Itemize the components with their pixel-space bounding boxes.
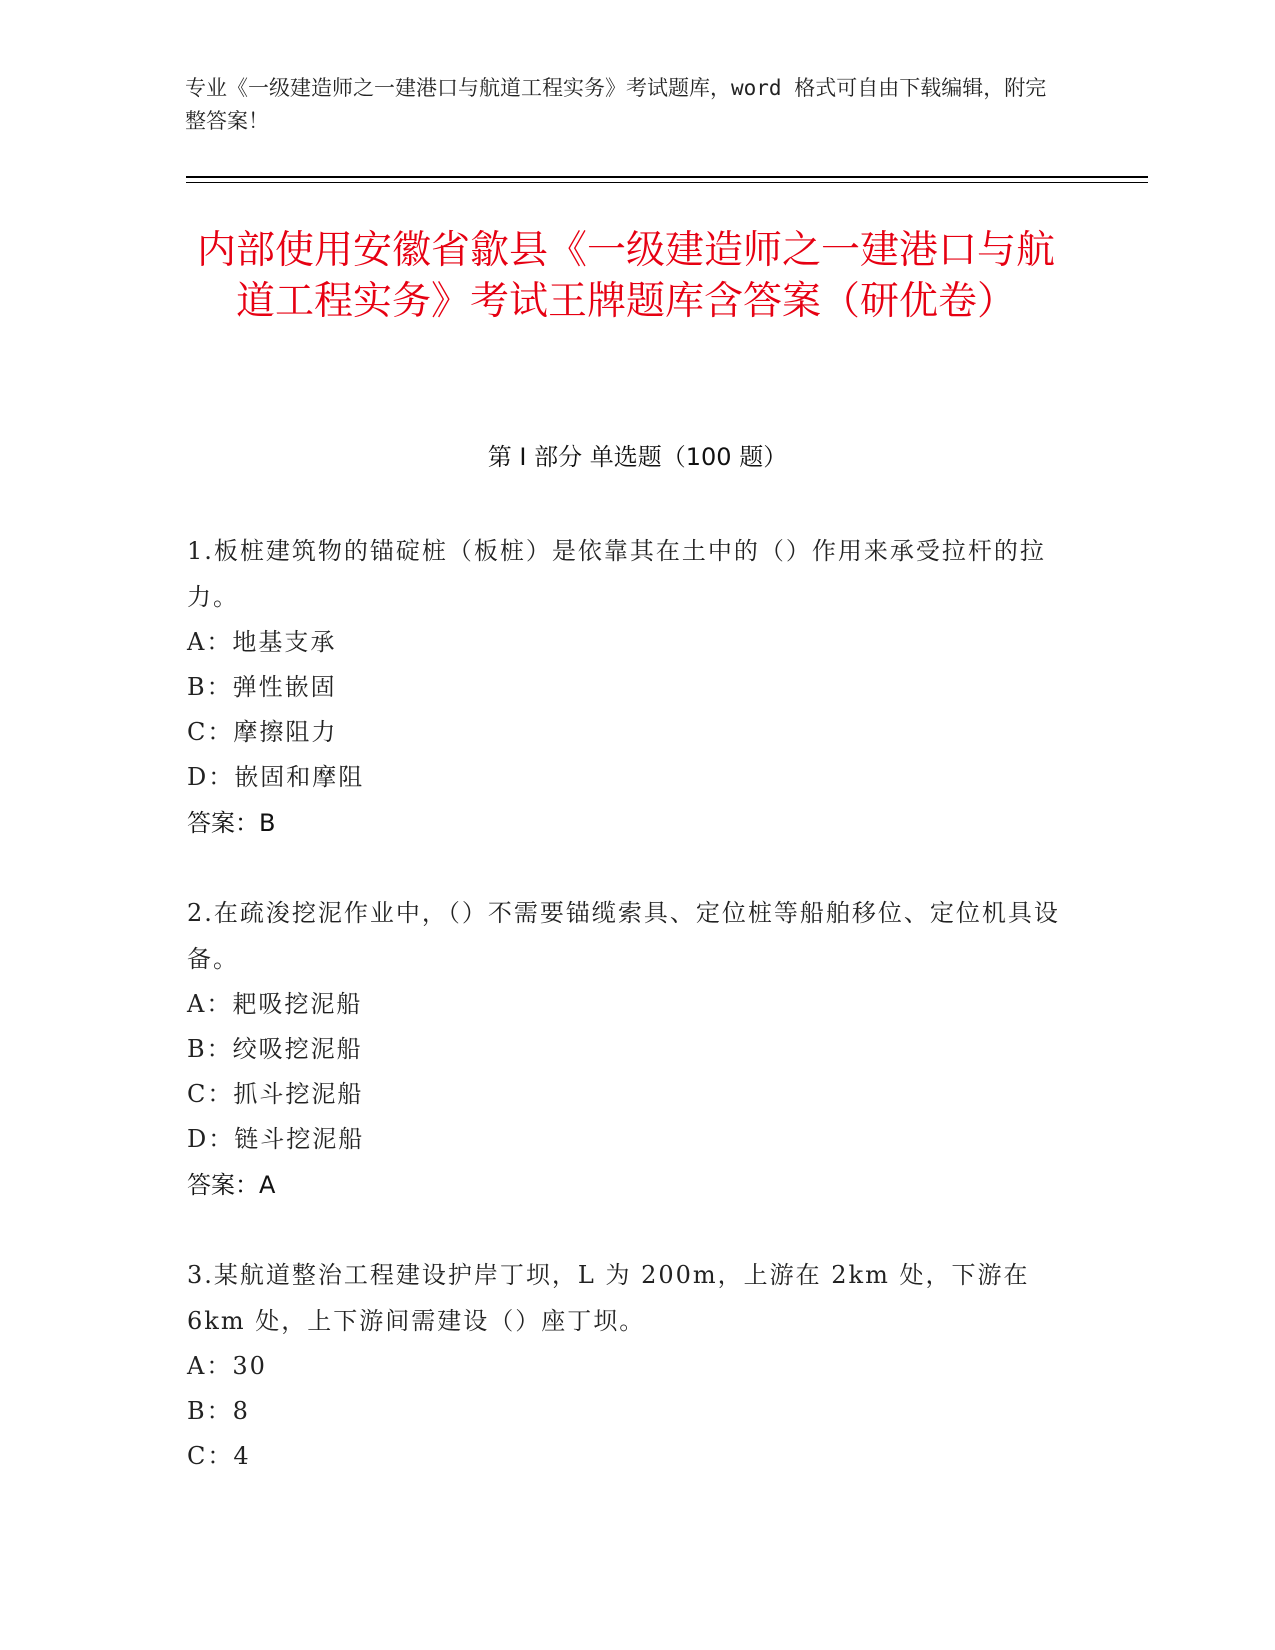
option-a: A：地基支承: [187, 628, 337, 656]
option-b: B：绞吸挖泥船: [187, 1035, 363, 1063]
option-a: A：30: [187, 1352, 267, 1380]
option-b: B：弹性嵌固: [187, 673, 337, 701]
question-1: [187, 528, 1067, 846]
option-d: D：嵌固和摩阻: [187, 763, 365, 791]
question-stem: 3.某航道整治工程建设护岸丁坝，L 为 200m，上游在 2km 处，下游在 6km 处，上下游间需建设（）座丁坝。: [187, 1261, 1030, 1335]
option-b: B：8: [187, 1397, 250, 1425]
option-c: C：抓斗挖泥船: [187, 1080, 364, 1108]
option-c: C：4: [187, 1442, 251, 1470]
question-list: [187, 528, 1067, 1523]
document-title: 内部使用安徽省歙县《一级建造师之一建港口与航道工程实务》考试王牌题库含答案（研优卷）: [196, 228, 1055, 324]
option-c: C：摩擦阻力: [187, 718, 338, 746]
header-note: 专业《一级建造师之一建港口与航道工程实务》考试题库，word 格式可自由下载编辑，附完整答案！: [185, 76, 1047, 133]
header-divider-thick: [186, 176, 1148, 178]
option-a: A：耙吸挖泥船: [187, 990, 363, 1018]
question-stem: 1.板桩建筑物的锚碇桩（板桩）是依靠其在土中的（）作用来承受拉杆的拉力。: [187, 537, 1046, 611]
option-d: D：链斗挖泥船: [187, 1125, 365, 1153]
question-2: [187, 890, 1067, 1208]
answer: 答案：B: [187, 809, 276, 837]
section-title: 第 I 部分 单选题（100 题）: [487, 443, 788, 471]
question-stem: 2.在疏浚挖泥作业中，（）不需要锚缆索具、定位桩等船舶移位、定位机具设备。: [187, 899, 1060, 973]
question-3: [187, 1252, 1067, 1479]
answer: 答案：A: [187, 1171, 276, 1199]
header-divider-thin: [186, 182, 1148, 183]
